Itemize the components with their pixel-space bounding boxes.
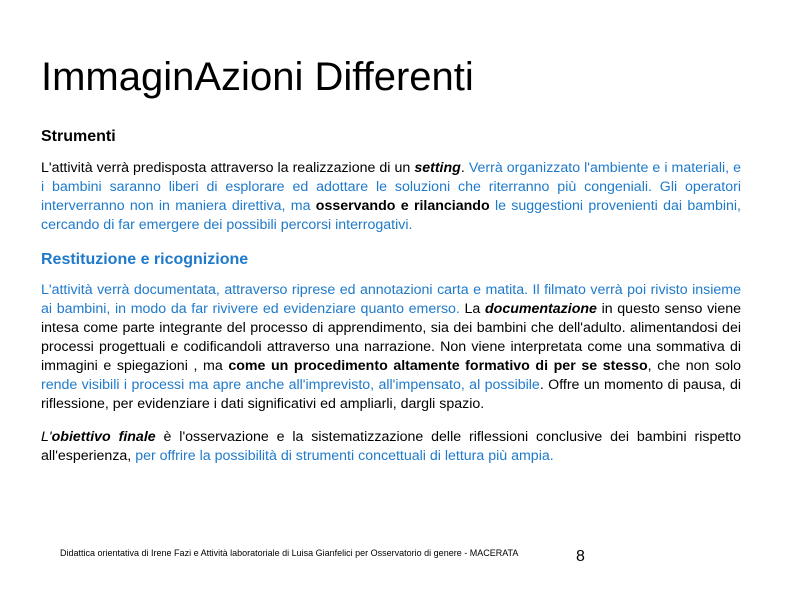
text-run: , che non solo: [647, 358, 742, 374]
text-run-blue: per offrire la possibilità di strumenti concettuali di lettura più ampia.: [135, 448, 554, 464]
text-run: in questo senso viene intesa come parte integrante del processo di apprendimento, sia dei bambini che dell'adulto. alimentandosi dei processi progettuali e codificandoli attraverso una narrazione. Non viene interpretata come una sommativa di immagini e spiegazioni , ma: [41, 301, 741, 374]
text-run-italic: L': [41, 429, 52, 445]
page-number: 8: [576, 548, 585, 565]
text-run: La: [459, 301, 485, 317]
text-run-blue: rende visibili i processi ma apre anche all'imprevisto, all'impensato, al possibile: [41, 377, 540, 393]
slide-title: ImmaginAzioni Differenti: [41, 55, 474, 99]
text-run: .: [460, 160, 469, 176]
text-run-blue: le suggestioni provenienti dai bambini, cercando di far emergere dei possibili percorsi interrogativi.: [41, 198, 741, 233]
text-run: . Offre un momento di pausa, di riflessione, per evidenziare i dati significativi ed ampliarli, dargli spazio.: [41, 377, 741, 412]
slide-content: [41, 126, 741, 480]
text-run: L'attività verrà predisposta attraverso la realizzazione di un: [41, 160, 415, 176]
paragraph-restituzione: [41, 281, 741, 414]
slide-footer: Didattica orientativa di Irene Fazi e Attività laboratoriale di Luisa Gianfelici per Osservatorio di genere - MACERATA: [60, 548, 519, 558]
emphasis-obiettivo: obiettivo finale: [51, 429, 156, 445]
paragraph-obiettivo: [41, 428, 741, 466]
section-heading-strumenti: Strumenti: [41, 128, 116, 145]
emphasis-osservando: osservando e rilanciando: [315, 198, 490, 214]
paragraph-strumenti: [41, 159, 741, 235]
section-heading-restituzione: Restituzione e ricognizione: [41, 251, 249, 268]
text-run-blue: L'attività verrà documentata, attraverso riprese ed annotazioni carta e matita. Il filmato verrà poi rivisto insieme ai bambini, in modo da far rivivere ed evidenziare quanto emerso.: [41, 282, 741, 317]
emphasis-procedimento: come un procedimento altamente formativo di per se stesso: [228, 358, 648, 374]
text-run: è l'osservazione e la sistematizzazione delle riflessioni conclusive dei bambini rispetto all'esperienza,: [41, 429, 741, 464]
emphasis-setting: setting: [414, 160, 461, 176]
emphasis-documentazione: documentazione: [484, 301, 597, 317]
text-run-blue: Verrà organizzato l'ambiente e i materiali, e i bambini saranno liberi di esplorare ed adottare le soluzioni che riterranno più congeniali. Gli operatori interverranno non in maniera direttiva, ma: [41, 160, 741, 214]
